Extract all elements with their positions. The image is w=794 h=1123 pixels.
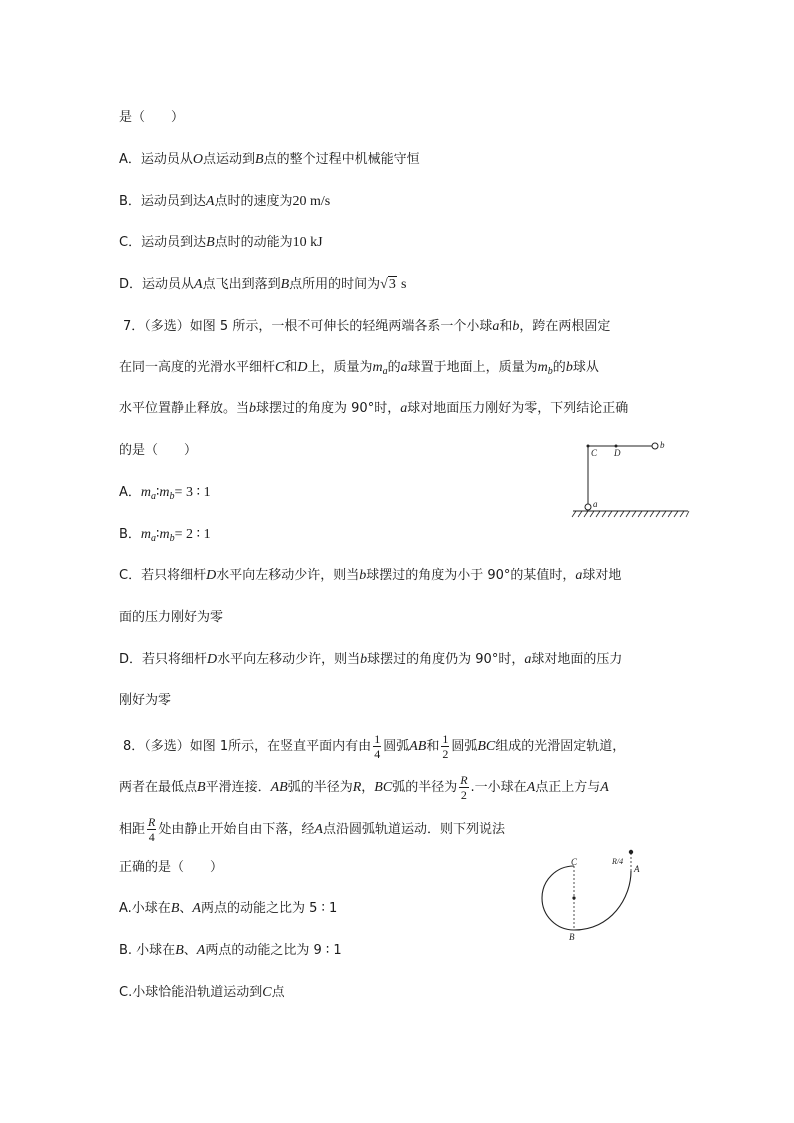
q7-ma-sub: a [382,366,388,377]
q7-option-c-line-1 [119,566,621,586]
q6-d-sqrt: √3 [380,277,396,292]
q7-a-prefix: A． [119,485,141,500]
q8-l2-bc: BC [374,780,393,795]
q6-d-prefix: D．运动员从 [119,277,195,292]
q6-c-point-b: B [206,235,215,250]
q8-b-a: A [196,943,206,958]
q7-fig-ground-hatch [572,511,689,517]
q6-d-mid: 点飞出到落到 [202,277,281,292]
q8-line-1 [123,733,625,760]
q8-c-c: C [262,985,272,1000]
q7-fig-label-d: D [614,448,621,458]
q7-l3-tail: 球对地面压力刚好为零，下列结论正确 [407,401,629,416]
q8-l3-a: A [314,822,323,837]
q8-l2-mid: 平滑连接． [205,780,271,795]
q8-option-a [119,899,337,919]
q8-arc-bc: BC [477,739,496,754]
q7-mb-sub: b [547,366,553,377]
q6-stem-tail: 是（ ） [119,110,185,125]
q6-c-prefix: C．运动员到达 [119,235,207,250]
q7-ball-a: a [492,319,500,334]
q8-c-prefix: C.小球恰能沿轨道运动到 [119,985,263,1000]
q8-fraction-r-half [459,774,468,801]
q7-option-d-line-1 [119,650,622,670]
q8-c-suffix: 点 [271,985,285,1000]
q8-l1-and: 和 [426,739,440,754]
q8-fraction-quarter [373,733,381,760]
q6-c-mid: 点时的动能为 [214,235,293,250]
q7-fig-label-c: C [591,448,598,458]
q8-l1-mid2: 圆弧 [451,739,478,754]
q7-l2-mid2: 的 [387,360,401,375]
q7-b-prefix: B． [119,527,141,542]
q8-line-4: 正确的是（ ） [119,860,224,875]
q7-c-mid: 水平向左移动少许，则当 [216,568,360,583]
q8-l2-mid4: 弧的半径为 [392,780,458,795]
q8-l1-pre: （多选）如图 1所示，在竖直平面内有由 [144,739,372,754]
q7-b-m1: m [140,527,152,542]
q7-d-b: b [360,652,368,667]
q7-line-3 [119,399,628,419]
q8-a-a: A [192,901,201,916]
q8-l2-a: A [526,780,536,795]
q7-number: 7． [123,319,145,334]
q7-l2-mid: 上，质量为 [307,360,373,375]
q6-option-a [119,150,420,170]
q8-f3-num: R [460,773,468,787]
q8-a-suffix: 两点的动能之比为 5 ∶ 1 [200,901,338,916]
q8-fig-label-b: B [569,932,575,942]
q7-a-value: = 3 ∶ 1 [174,485,211,500]
q7-b-sub-a: a [151,533,157,544]
q7-b-value: = 2 ∶ 1 [174,527,211,542]
q6-b-point-a: A [205,194,215,209]
q6-d-point-b: B [280,277,290,292]
q7-d-tail: 球对地面的压力 [531,652,623,667]
q7-tail1: ，跨在两根固定 [519,319,611,334]
q8-a-sep: 、 [179,901,193,916]
q8-b-sep: 、 [183,943,197,958]
q8-option-c [119,983,285,1003]
q7-option-d-line-2: 刚好为零 [119,693,172,708]
q8-option-b [119,941,342,961]
q8-fig-label-c: C [571,857,578,867]
q8-l2-mid3: ， [361,780,375,795]
q7-d-mid: 水平向左移动少许，则当 [217,652,361,667]
q7-tag: （多选）如图 5 所示，一根不可伸长的轻绳两端各系一个小球 [144,319,493,334]
q7-rod-d: D [297,360,308,375]
q7-c-tail: 球对地 [582,568,622,583]
q6-a-mid: 点运动到 [203,152,256,167]
q8-l3-pre: 相距 [119,822,146,837]
q7-c-d: D [206,568,217,583]
q8-l1-mid: 圆弧 [383,739,410,754]
q8-fig-ball [629,850,633,854]
q7-d-pre: D．若只将细杆 [119,652,208,667]
q8-fig-label-a: A [634,864,640,874]
q7-a-m2: m [159,485,170,500]
q7-option-a [119,483,211,503]
q7-d-d: D [207,652,218,667]
q7-a-sub-b: b [169,491,175,502]
q8-fraction-r-quarter [147,816,156,843]
q7-and: 和 [499,319,513,334]
q8-figure [536,843,646,943]
q7-fig-label-b: b [660,440,665,450]
q7-l2-b: b [565,360,573,375]
q8-line-2 [119,774,609,801]
q7-line-4: 的是（ ） [119,443,198,458]
q7-b-sub-b: b [169,533,175,544]
q8-number: 8． [123,739,145,754]
q7-option-b [119,525,211,545]
q8-l2-tail: 点正上方与 [535,780,601,795]
q7-c-pre: C．若只将细杆 [119,568,207,583]
q7-fig-label-a: a [593,499,598,509]
q7-option-c-line-2: 面的压力刚好为零 [119,610,224,625]
q8-l2-b: B [197,780,206,795]
q6-option-b [119,192,330,212]
q7-line-2 [119,358,599,378]
q7-l2-and: 和 [284,360,298,375]
q7-rod-c: C [275,360,285,375]
q8-line-3 [119,816,505,843]
q8-fig-arc-bc [542,866,574,930]
q7-a-m1: m [140,485,152,500]
q7-a-colon: ∶ [156,485,160,500]
q8-a-b: B [170,901,180,916]
q7-line-1 [123,317,610,337]
q7-c-mid2: 球摆过的角度为小于 90°的某值时， [366,568,576,583]
q8-l3-mid: 处由静止开始自由下落，经 [158,822,315,837]
q7-d-mid2: 球摆过的角度仍为 90°时， [367,652,525,667]
q7-a-sub-a: a [151,491,157,502]
q8-l3-tail: 点沿圆弧轨道运动．则下列说法 [322,822,505,837]
q8-arc-ab: AB [409,739,427,754]
q8-l2-a2: A [600,780,609,795]
q7-l2-mid4: 的 [552,360,566,375]
q7-b-m2: m [159,527,170,542]
q7-l3-pre: 水平位置静止释放。当 [119,401,250,416]
q7-l3-mid: 球摆过的角度为 90°时， [256,401,401,416]
q8-f4-den: 4 [148,830,155,844]
q6-option-d [119,275,406,295]
q8-b-suffix: 两点的动能之比为 9 ∶ 1 [205,943,342,958]
q7-l3-a: a [400,401,408,416]
q7-b-colon: ∶ [156,527,160,542]
q7-figure [568,436,694,522]
q6-a-point-b: B [255,152,264,167]
q8-l2-mid5: .一小球在 [470,780,527,795]
q8-fraction-half [441,733,449,760]
q7-l2-mid3: 球置于地面上，质量为 [407,360,538,375]
q8-b-b: B [175,943,184,958]
q8-a-prefix: A.小球在 [119,901,171,916]
q6-b-prefix: B．运动员到达 [119,194,206,209]
q8-f1-num: 1 [374,732,381,746]
q6-c-value: 10 kJ [292,235,323,250]
q8-l2-ab: AB [270,780,288,795]
q6-option-c [119,233,323,253]
q7-mb-m: m [537,360,548,375]
q8-fig-label-ra: R/4 [612,857,624,866]
q8-fig-arc-ab [574,871,631,930]
q6-a-prefix: A．运动员从 [119,152,193,167]
q7-ma-m: m [372,360,383,375]
q8-l2-mid2: 弧的半径为 [287,780,353,795]
q8-l2-pre: 两者在最低点 [119,780,198,795]
q8-l1-tail: 组成的光滑固定轨道， [495,739,626,754]
q6-b-mid: 点时的速度为 [214,194,293,209]
q7-fig-ball-a [585,504,591,510]
q7-c-b: b [359,568,367,583]
q6-a-suffix: 点的整个过程中机械能守恒 [263,152,420,167]
q8-f4-num: R [148,815,156,829]
q8-b-prefix: B. 小球在 [119,943,176,958]
q8-f2-num: 1 [442,732,449,746]
q7-l3-b: b [249,401,257,416]
q8-l2-r: R [352,780,362,795]
q7-d-a: a [524,652,532,667]
q7-l2-tail: 球从 [572,360,599,375]
q6-d-unit: s [401,277,407,292]
q6-a-point-o: O [192,152,204,167]
q8-f3-den: 2 [460,788,467,802]
q7-fig-rod-c [587,445,590,448]
q8-f1-den: 4 [374,747,381,761]
q6-d-radicand: 3 [388,277,396,292]
q6-d-suffix: 点所用的时间为 [289,277,381,292]
q7-fig-ball-b [652,443,658,449]
q8-fig-center [572,896,575,899]
q6-b-value: 20 m/s [292,194,331,209]
q7-ball-b: b [512,319,520,334]
q7-c-a: a [575,568,583,583]
q7-l2-pre: 在同一高度的光滑水平细杆 [119,360,276,375]
q7-l2-a: a [400,360,408,375]
q8-f2-den: 2 [442,747,449,761]
q6-d-point-a: A [194,277,203,292]
